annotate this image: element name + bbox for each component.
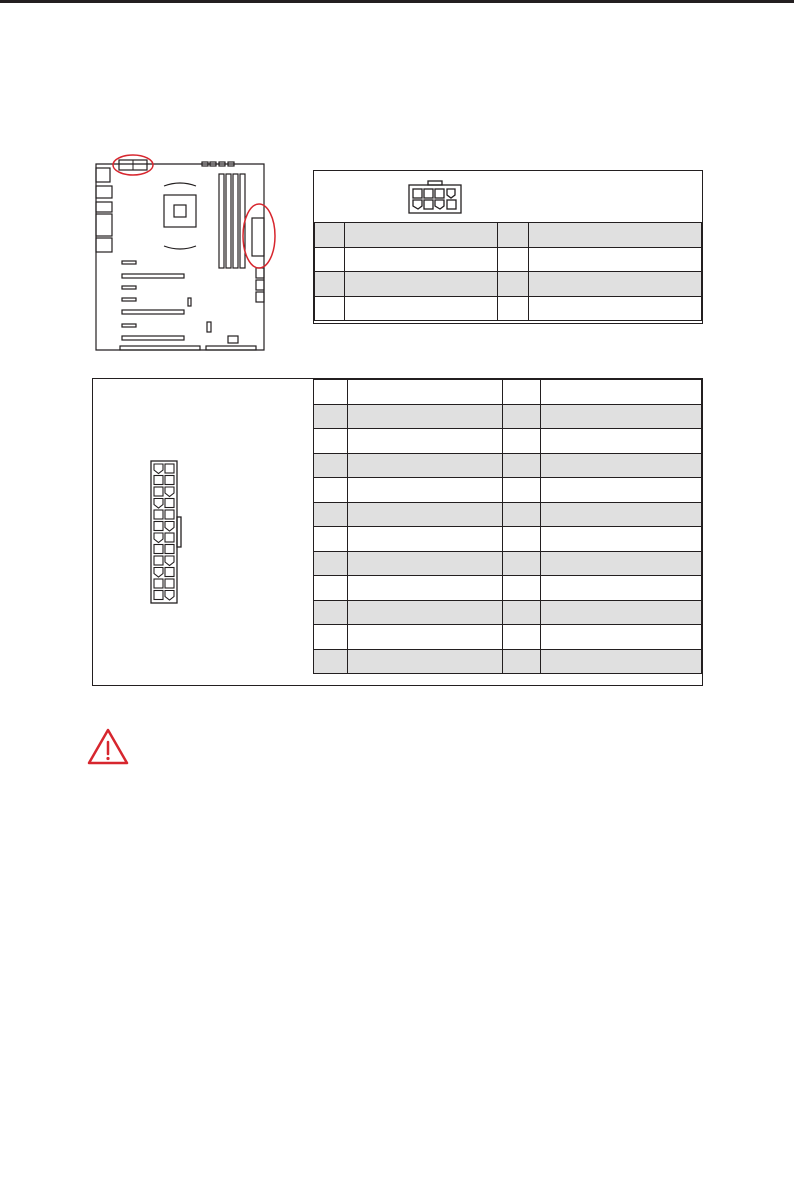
table-row (314, 600, 702, 625)
signal-name (348, 600, 503, 625)
signal-name (529, 223, 702, 248)
24-pin-connector-icon (149, 459, 185, 605)
pin-number (503, 600, 541, 625)
pin-number (503, 404, 541, 429)
table-row (314, 527, 702, 552)
atx-power-connector-table (92, 378, 703, 686)
signal-name (348, 380, 503, 405)
pin-number (315, 247, 345, 272)
pin-number (314, 576, 348, 601)
pin-number (314, 429, 348, 454)
table-row (315, 223, 702, 248)
signal-name (541, 527, 702, 552)
signal-name (348, 478, 503, 503)
connector-pin-cell (165, 476, 174, 485)
pin-number (503, 453, 541, 478)
connector-pin-cell (165, 591, 174, 601)
pin-number (503, 527, 541, 552)
connector-pin-cell (154, 510, 163, 519)
table-row (314, 478, 702, 503)
connector-pin-cell (154, 522, 163, 531)
pin-number (314, 478, 348, 503)
connector-pin-cell (154, 499, 163, 509)
pin-number (314, 380, 348, 405)
table-row (314, 551, 702, 576)
cpu-power-pin-table (314, 222, 702, 321)
pin-number (314, 404, 348, 429)
8-pin-connector-icon (406, 179, 464, 217)
pin-number (314, 600, 348, 625)
warning-triangle-icon (86, 727, 130, 767)
pin-number (503, 380, 541, 405)
signal-name (348, 551, 503, 576)
connector-pin-cell (154, 533, 163, 543)
pin-number (314, 649, 348, 674)
connector-pin-cell (154, 556, 163, 565)
signal-name (348, 429, 503, 454)
pin-number (314, 453, 348, 478)
connector-pin-cell (154, 487, 163, 496)
signal-name (348, 527, 503, 552)
connector-pin-cell (165, 533, 174, 542)
connector-pin-cell (165, 464, 174, 473)
signal-name (348, 649, 503, 674)
atx-power-pin-table (313, 379, 702, 674)
signal-name (345, 223, 498, 248)
pin-number (503, 576, 541, 601)
pin-number (503, 551, 541, 576)
connector-pin-cell (165, 579, 174, 588)
pin-number (314, 527, 348, 552)
pin-number (314, 625, 348, 650)
signal-name (348, 625, 503, 650)
signal-name (541, 502, 702, 527)
table-row (314, 453, 702, 478)
connector-pin-cell (154, 464, 163, 474)
connector-pin-cell (154, 591, 163, 600)
signal-name (541, 478, 702, 503)
table-row (314, 404, 702, 429)
signal-name (348, 502, 503, 527)
connector-pin-cell (154, 476, 163, 485)
signal-name (541, 576, 702, 601)
signal-name (348, 576, 503, 601)
table-row (315, 272, 702, 297)
table-row (314, 429, 702, 454)
signal-name (541, 649, 702, 674)
signal-name (541, 429, 702, 454)
pin-number (314, 551, 348, 576)
pin-number (315, 272, 345, 297)
connector-pin-cell (165, 556, 174, 566)
table-row (314, 625, 702, 650)
signal-name (348, 453, 503, 478)
pin-number (315, 296, 345, 321)
cpu-power-connector-table (313, 170, 703, 324)
signal-name (541, 551, 702, 576)
signal-name (529, 296, 702, 321)
pin-number (498, 272, 529, 297)
table-row (315, 247, 702, 272)
connector-pin-cell (154, 579, 163, 588)
connector-pin-cell (165, 568, 174, 577)
signal-name (345, 296, 498, 321)
motherboard-diagram (86, 150, 282, 360)
pin-number (503, 429, 541, 454)
pin-number (315, 223, 345, 248)
signal-name (348, 404, 503, 429)
connector-pin-cell (165, 522, 174, 532)
signal-name (541, 380, 702, 405)
table-row (314, 502, 702, 527)
signal-name (541, 600, 702, 625)
pin-number (503, 649, 541, 674)
connector-pin-cell (165, 487, 174, 497)
table-row (314, 380, 702, 405)
connector-pin-cell (154, 568, 163, 578)
signal-name (529, 272, 702, 297)
top-rule (0, 0, 794, 3)
pin-number (498, 223, 529, 248)
connector-pin-cell (165, 499, 174, 508)
pin-number (498, 247, 529, 272)
pin-number (498, 296, 529, 321)
table-row (314, 576, 702, 601)
table-row (315, 296, 702, 321)
signal-name (345, 272, 498, 297)
signal-name (345, 247, 498, 272)
pin-number (503, 478, 541, 503)
connector-pin-cell (165, 545, 174, 554)
table-row (314, 649, 702, 674)
signal-name (541, 404, 702, 429)
pin-number (314, 502, 348, 527)
pin-number (503, 502, 541, 527)
connector-pin-cell (165, 510, 174, 519)
signal-name (541, 453, 702, 478)
connector-pin-cell (154, 545, 163, 554)
signal-name (529, 247, 702, 272)
signal-name (541, 625, 702, 650)
pin-number (503, 625, 541, 650)
